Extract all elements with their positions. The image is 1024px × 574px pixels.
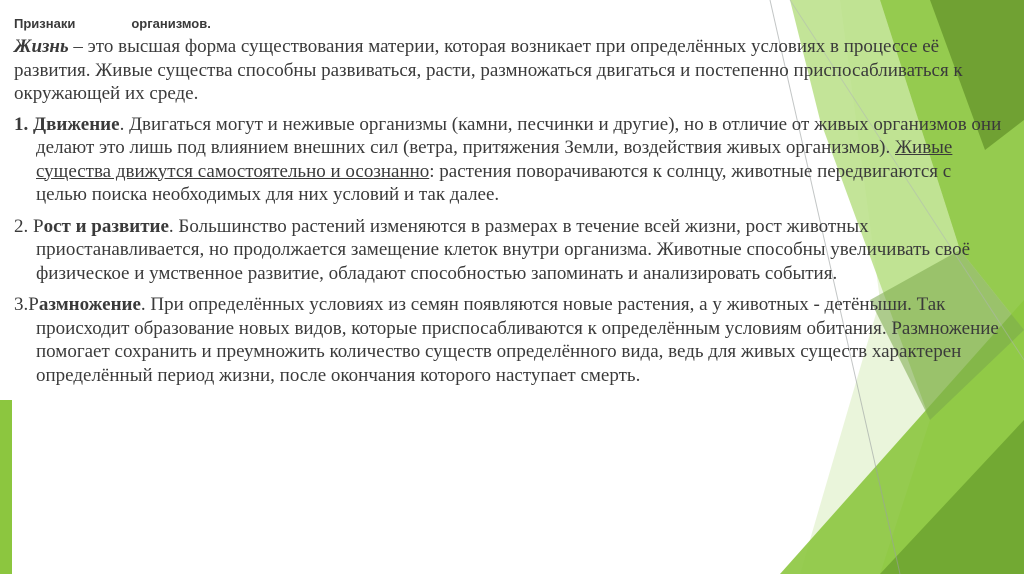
list-item-reproduction <box>14 293 1004 387</box>
item-3-text: . При определённых условиях из семян появляются новые растения, а у животных - детёныши. Так происходит образование новых видов, которые приспосабливаются к определённым условиям обитания. Размножение помогает сохранить и преумножить количество существ определённого вида, ведь для живых существ характерен определённый период жизни, после окончания которого наступает смерть. <box>36 294 999 386</box>
slide-content <box>14 16 1004 395</box>
item-1-text-after: : растения поворачиваются к солнцу, животные передвигаются с целью поиска необходимых для них условий и так далее. <box>36 160 952 205</box>
item-2-text: . Большинство растений изменяются в размерах в течение всей жизни, рост животных приостанавливается, но продолжается замещение клеток внутри организма. Животные способны увеличивать своё физическое и умственное развитие, обладают способностью запоминать и анализировать события. <box>36 215 971 284</box>
title-word-2: организмов. <box>131 16 211 31</box>
item-2-number: 2. Р <box>14 215 44 237</box>
item-3-number: 3.Р <box>14 294 39 315</box>
item-3-term: азмножение <box>38 294 141 315</box>
list-item-movement <box>14 113 1004 207</box>
item-1-term: Движение <box>33 113 120 135</box>
item-1-text: . Двигаться могут и неживые организмы (камни, песчинки и другие), но в отличие от живых организмов они делают это лишь под влиянием внешних сил (ветра, притяжения Земли, воздействия живых организмов). <box>36 113 1002 158</box>
green-stripe-left <box>0 400 12 574</box>
item-1-underlined: Живые существа движутся самостоятельно и осознанно <box>36 137 953 182</box>
intro-term: Жизнь <box>14 36 69 57</box>
intro-text: – это высшая форма существования материи, которая возникает при определённых условиях в процессе её развития. Живые существа способны развиваться, расти, размножаться двигаться и постепенно приспосабливаться к окружающей их среде. <box>14 36 963 104</box>
item-1-number: 1. <box>14 113 33 135</box>
item-2-term: ост и развитие <box>43 215 169 237</box>
slide-title <box>14 16 1004 31</box>
intro-paragraph <box>14 35 1004 106</box>
list-item-growth <box>14 215 1004 286</box>
title-word-1: Признаки <box>14 16 76 31</box>
